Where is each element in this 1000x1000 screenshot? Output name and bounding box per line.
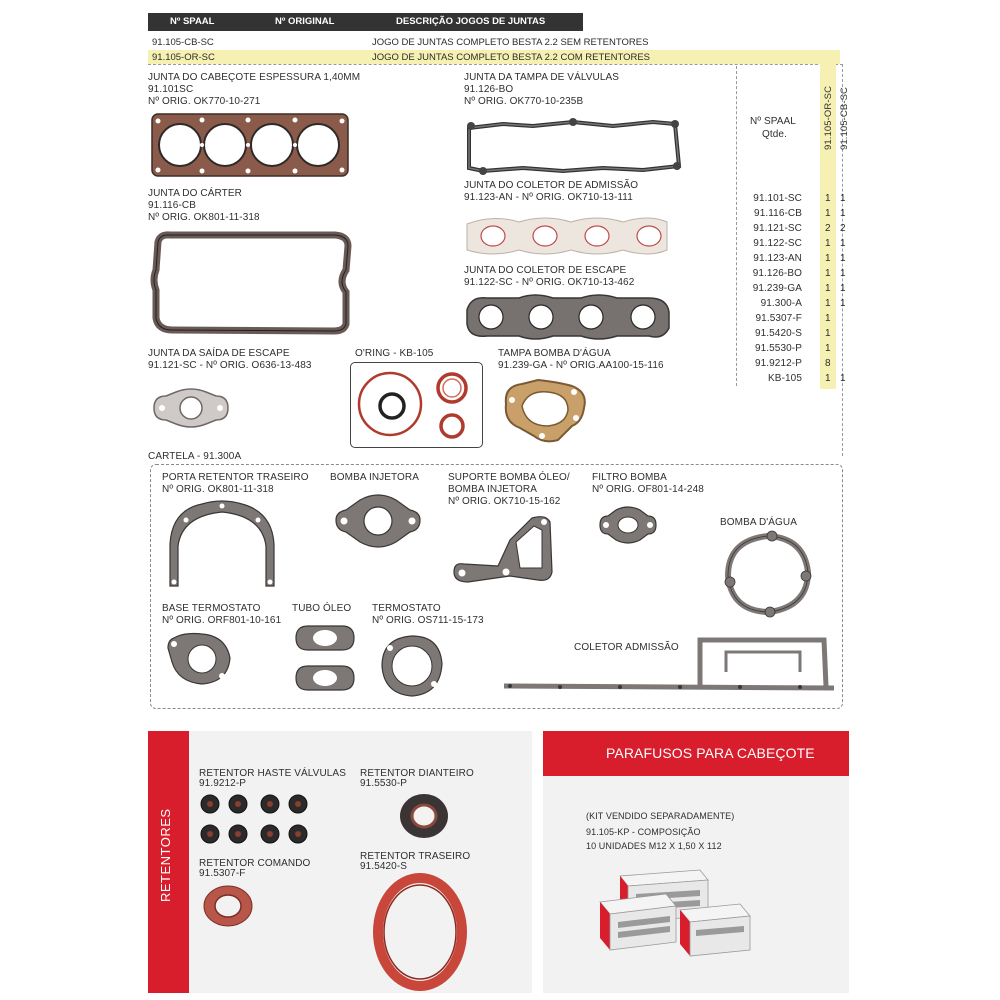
qty-row-or: 1 <box>825 298 831 309</box>
qty-row-cb: 1 <box>840 208 846 219</box>
camshaft-seal-image <box>202 884 254 928</box>
qty-col-or: 91.105-OR-SC <box>823 85 834 150</box>
qty-row-code: 91.239-GA <box>752 283 802 294</box>
cabecote-title: JUNTA DO CABEÇOTE ESPESSURA 1,40MM <box>148 72 361 83</box>
kit-description: JOGO DE JUNTAS COMPLETO BESTA 2.2 COM RETENTORES <box>372 52 651 63</box>
haste-title: RETENTOR HASTE VÁLVULAS <box>199 768 346 779</box>
qty-row-or: 1 <box>825 343 831 354</box>
kit-row-cb <box>148 35 840 49</box>
bomba-agua-line: 91.239-GA - Nº ORIG.AA100-15-116 <box>498 360 664 371</box>
kit-description: JOGO DE JUNTAS COMPLETO BESTA 2.2 SEM RETENTORES <box>372 37 649 48</box>
porta-title: PORTA RETENTOR TRASEIRO <box>162 472 309 483</box>
qty-row-or: 1 <box>825 283 831 294</box>
coletor-title: COLETOR ADMISSÃO <box>574 642 679 653</box>
qty-head-qtde: Qtde. <box>762 129 787 140</box>
cartela-title: CARTELA - 91.300A <box>148 451 242 462</box>
oil-tube-gasket-image <box>292 620 358 700</box>
kit-code: 91.105-CB-SC <box>152 37 214 48</box>
qty-row-or: 2 <box>825 223 831 234</box>
qty-row-or: 1 <box>825 253 831 264</box>
qty-row-code: 91.9212-P <box>754 358 802 369</box>
porta-orig: Nº ORIG. OK801-11-318 <box>162 484 274 495</box>
cabecote-orig: Nº ORIG. OK770-10-271 <box>148 96 261 107</box>
haste-code: 91.9212-P <box>199 778 247 789</box>
suporte-title: SUPORTE BOMBA ÓLEO/ <box>448 472 570 483</box>
filtro-orig: Nº ORIG. OF801-14-248 <box>592 484 704 495</box>
bolt-kit-boxes-image <box>596 866 756 962</box>
parafusos-line3: 10 UNIDADES M12 X 1,50 X 112 <box>586 841 722 851</box>
thermostat-gasket-image <box>374 628 448 702</box>
agua-title: BOMBA D'ÁGUA <box>720 517 798 528</box>
qty-row-or: 8 <box>825 358 831 369</box>
water-pump-gasket-small-image <box>720 530 816 618</box>
base-title: BASE TERMOSTATO <box>162 603 261 614</box>
rear-seal-retainer-image <box>162 496 282 592</box>
suporte-title2: BOMBA INJETORA <box>448 484 538 495</box>
qty-row-code: 91.101-SC <box>753 193 802 204</box>
oil-filter-pump-gasket-image <box>596 502 660 548</box>
qty-row-code: 91.5420-S <box>754 328 802 339</box>
qty-row-code: 91.300-A <box>760 298 802 309</box>
qty-row-or: 1 <box>825 193 831 204</box>
thermostat-base-gasket-image <box>164 628 236 688</box>
traseiro-title: RETENTOR TRASEIRO <box>360 851 471 862</box>
carter-orig: Nº ORIG. OK801-11-318 <box>148 212 260 223</box>
parafusos-line1: (KIT VENDIDO SEPARADAMENTE) <box>586 811 735 821</box>
oring-image <box>352 364 482 446</box>
kit-code: 91.105-OR-SC <box>152 52 215 63</box>
qty-row-code: 91.122-SC <box>753 238 802 249</box>
header-description: DESCRIÇÃO JOGOS DE JUNTAS <box>396 16 546 27</box>
parafusos-title: PARAFUSOS PARA CABEÇOTE <box>606 745 815 761</box>
qty-col-cb: 91.105-CB-SC <box>839 87 850 150</box>
rear-seal-image <box>372 874 468 990</box>
saida-title: JUNTA DA SAÍDA DE ESCAPE <box>148 348 290 359</box>
escape-line: 91.122-SC - Nº ORIG. OK710-13-462 <box>464 277 635 288</box>
valve-stem-seals-image <box>198 792 310 848</box>
header-spaal: Nº SPAAL <box>170 16 215 27</box>
termostato-title: TERMOSTATO <box>372 603 441 614</box>
termostato-orig: Nº ORIG. OS711-15-173 <box>372 615 484 626</box>
carter-code: 91.116-CB <box>148 200 196 211</box>
valve-cover-gasket-image <box>463 116 685 178</box>
oil-pan-gasket-image <box>150 230 355 335</box>
qty-row-or: 1 <box>825 313 831 324</box>
qty-row-cb: 1 <box>840 298 846 309</box>
qty-row-cb: 1 <box>840 253 846 264</box>
filtro-title: FILTRO BOMBA <box>592 472 667 483</box>
qty-row-or: 1 <box>825 328 831 339</box>
kit-row-or <box>148 50 840 64</box>
qty-row-cb: 1 <box>840 283 846 294</box>
head-gasket-image <box>150 112 350 182</box>
saida-line: 91.121-SC - Nº ORIG. O636-13-483 <box>148 360 312 371</box>
injetora-title: BOMBA INJETORA <box>330 472 420 483</box>
oil-pump-support-gasket-image <box>450 512 558 588</box>
qty-row-code: 91.5307-F <box>755 313 802 324</box>
front-seal-image <box>398 792 450 840</box>
admissao-line: 91.123-AN - Nº ORIG. OK710-13-111 <box>464 192 633 203</box>
qty-row-or: 1 <box>825 373 831 384</box>
tampa-code: 91.126-BO <box>464 84 514 95</box>
injection-pump-gasket-image <box>332 490 424 554</box>
qty-row-code: 91.116-CB <box>754 208 802 219</box>
admissao-title: JUNTA DO COLETOR DE ADMISSÃO <box>464 180 639 191</box>
qty-row-cb: 1 <box>840 193 846 204</box>
cabecote-code: 91.101SC <box>148 84 194 95</box>
intake-manifold-gasket-image <box>463 210 671 262</box>
water-pump-gasket-image <box>498 378 590 446</box>
oring-title: O'RING - KB-105 <box>355 348 434 359</box>
suporte-orig: Nº ORIG. OK710-15-162 <box>448 496 561 507</box>
comando-code: 91.5307-F <box>199 868 246 879</box>
exhaust-outlet-gasket-image <box>150 386 232 430</box>
qty-row-code: KB-105 <box>768 373 802 384</box>
qty-row-code: 91.123-AN <box>753 253 802 264</box>
qty-row-cb: 2 <box>840 223 846 234</box>
qty-row-code: 91.126-BO <box>752 268 802 279</box>
bomba-agua-title: TAMPA BOMBA D'ÁGUA <box>498 348 611 359</box>
retentores-side-label: RETENTORES <box>158 808 173 902</box>
qty-row-or: 1 <box>825 268 831 279</box>
qty-row-or: 1 <box>825 208 831 219</box>
base-orig: Nº ORIG. ORF801-10-161 <box>162 615 282 626</box>
dianteiro-title: RETENTOR DIANTEIRO <box>360 768 474 779</box>
tubo-title: TUBO ÓLEO <box>292 603 352 614</box>
table-header <box>148 13 583 31</box>
traseiro-code: 91.5420-S <box>360 861 408 872</box>
intake-cover-gasket-image <box>500 632 840 694</box>
comando-title: RETENTOR COMANDO <box>199 858 311 869</box>
tampa-title: JUNTA DA TAMPA DE VÁLVULAS <box>464 72 620 83</box>
qty-row-code: 91.5530-P <box>754 343 802 354</box>
escape-title: JUNTA DO COLETOR DE ESCAPE <box>464 265 627 276</box>
qty-row-code: 91.121-SC <box>753 223 802 234</box>
qty-row-or: 1 <box>825 238 831 249</box>
qty-row-cb: 1 <box>840 373 846 384</box>
qty-row-cb: 1 <box>840 238 846 249</box>
tampa-orig: Nº ORIG. OK770-10-235B <box>464 96 584 107</box>
table-divider <box>736 66 737 386</box>
qty-head-spaal: Nº SPAAL <box>750 116 796 127</box>
exhaust-manifold-gasket-image <box>463 292 673 342</box>
parafusos-line2: 91.105-KP - COMPOSIÇÃO <box>586 827 701 837</box>
header-original: Nº ORIGINAL <box>275 16 335 27</box>
dianteiro-code: 91.5530-P <box>360 778 408 789</box>
qty-row-cb: 1 <box>840 268 846 279</box>
carter-title: JUNTA DO CÁRTER <box>148 188 242 199</box>
